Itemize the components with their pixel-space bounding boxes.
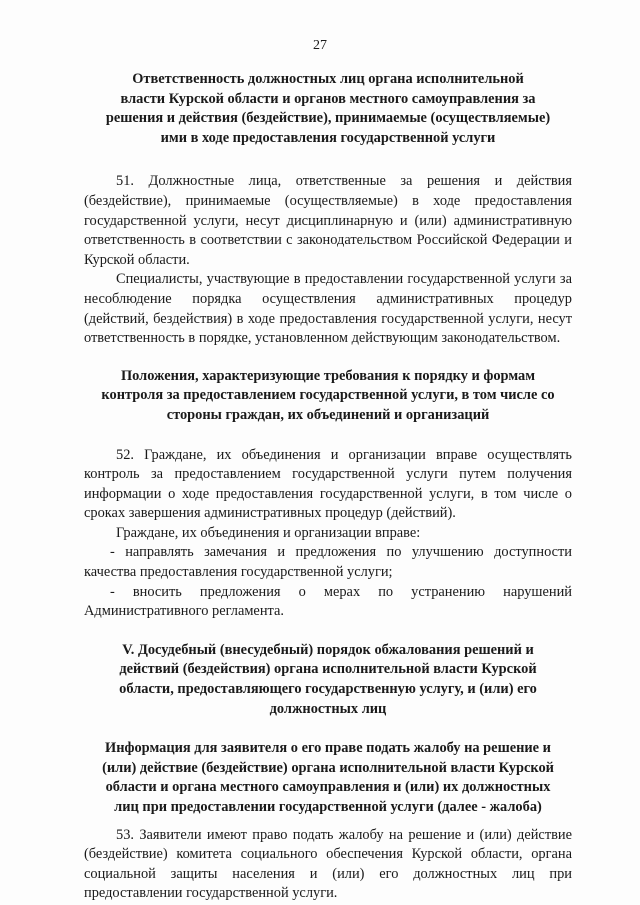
paragraph-52: 52. Граждане, их объединения и организации вправе осуществлять контроль за предоставлением государственной услуги путем получения информации о ходе предоставления государственной услуги, в том числе о сроках завершения административных процедур (действий).	[84, 446, 572, 522]
list-item: - направлять замечания и предложения по улучшению доступности качества предоставления государственной услуги;	[84, 544, 572, 581]
list-item: - вносить предложения о мерах по устранению нарушений Административного регламента.	[84, 583, 572, 620]
paragraph-citizens-rights: Граждане, их объединения и организации вправе:	[116, 524, 421, 541]
heading-line: Положения, характеризующие требования к порядку и формам	[120, 367, 536, 384]
heading-line: действий (бездействия) органа исполнительной власти Курской	[119, 661, 537, 678]
heading-line: области и органа местного самоуправления и (или) их должностных	[105, 779, 551, 796]
heading-line: должностных лиц	[269, 700, 387, 717]
heading-line: ими в ходе предоставления государственной услуги	[160, 129, 496, 146]
heading-line: контроля за предоставлением государственной услуги, в том числе со	[101, 387, 555, 404]
heading-line: Информация для заявителя о его праве подать жалобу на решение и	[105, 740, 551, 757]
heading-line: стороны граждан, их объединений и организаций	[166, 406, 490, 423]
section-heading-control	[84, 367, 572, 426]
paragraph-specialists: Специалисты, участвующие в предоставлении государственной услуги за несоблюдение порядка осуществления административных процедур (действий, бездействия) в ходе предоставления государственной услуги, несут ответственность в порядке, установленном действующим законодательством.	[84, 271, 572, 347]
heading-line: (или) действие (бездействие) органа исполнительной власти Курской	[102, 759, 554, 776]
paragraph-51: 51. Должностные лица, ответственные за решения и действия (бездействие), принимаемые (осуществляемые) в ходе предоставления государственной услуги, несут дисциплинарную и (или) административную ответственность в соответствии с законодательством Российской Федерации и Курской области.	[84, 173, 572, 268]
section-heading-complaint-info	[84, 739, 572, 817]
heading-line: области, предоставляющего государственную услугу, и (или) его	[119, 681, 537, 698]
heading-line: V. Досудебный (внесудебный) порядок обжалования решений и	[122, 641, 534, 658]
document-body	[84, 70, 572, 904]
heading-line: решения и действия (бездействие), принимаемые (осуществляемые)	[105, 110, 551, 127]
page-number: 27	[313, 38, 327, 53]
heading-line: власти Курской области и органов местного самоуправления за	[120, 90, 536, 107]
paragraph-53: 53. Заявители имеют право подать жалобу на решение и (или) действие (бездействие) комитета социального обеспечения Курской области, органа социальной защиты населения и (или) его должностных лиц при предоставлении государственной услуги.	[84, 826, 572, 902]
heading-line: Ответственность должностных лиц органа исполнительной	[132, 71, 524, 87]
heading-line: лиц при предоставлении государственной услуги (далее - жалоба)	[114, 799, 542, 815]
section-heading-pretrial-appeal	[84, 641, 572, 719]
section-heading-responsibility	[84, 70, 572, 148]
